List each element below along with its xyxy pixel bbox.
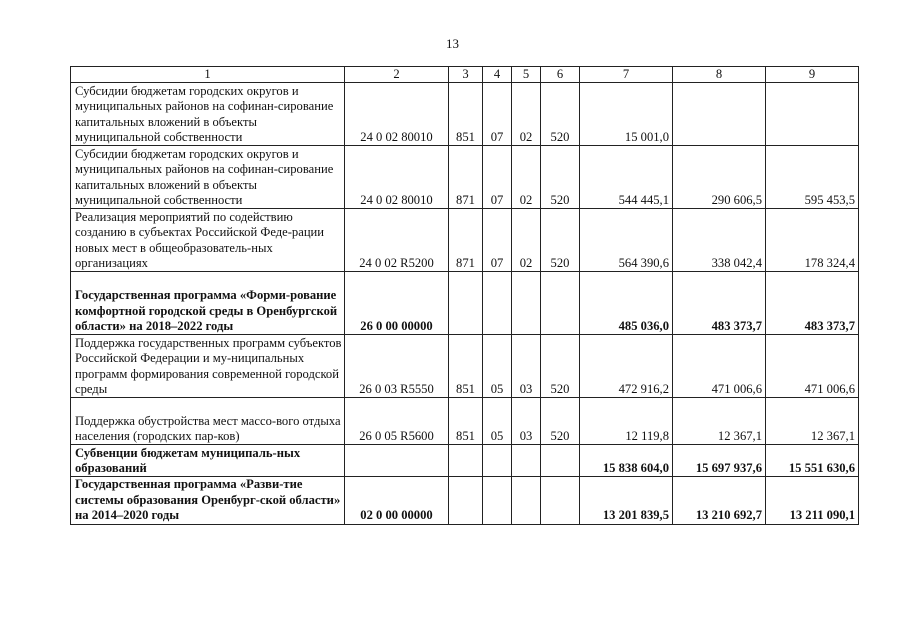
amount-col-7: 12 119,8 (580, 398, 673, 445)
department-code (449, 272, 483, 335)
table-row (71, 272, 859, 335)
table-row (71, 209, 859, 272)
amount-col-8: 483 373,7 (673, 272, 766, 335)
amount-col-7: 485 036,0 (580, 272, 673, 335)
row-name: Государственная программа «Разви-тие системы образования Оренбург-ской области» на 2014–2020 годы (71, 477, 345, 524)
table-header-row (71, 67, 859, 83)
target-article-code: 26 0 00 00000 (345, 272, 449, 335)
target-article-code (345, 445, 449, 477)
expense-type-code: 520 (541, 335, 580, 398)
section-code: 07 (483, 209, 512, 272)
amount-col-9: 471 006,6 (766, 335, 859, 398)
subsection-code: 02 (512, 83, 541, 146)
amount-col-9: 12 367,1 (766, 398, 859, 445)
subsection-code (512, 272, 541, 335)
department-code (449, 477, 483, 524)
column-header: 9 (766, 67, 859, 83)
table-row (71, 146, 859, 209)
subsection-code (512, 477, 541, 524)
amount-col-9: 178 324,4 (766, 209, 859, 272)
table-row (71, 445, 859, 477)
amount-col-7: 15 838 604,0 (580, 445, 673, 477)
department-code: 871 (449, 209, 483, 272)
department-code: 871 (449, 146, 483, 209)
amount-col-8: 471 006,6 (673, 335, 766, 398)
row-name: Поддержка обустройства мест массо-вого отдыха населения (городских пар-ков) (71, 398, 345, 445)
expense-type-code (541, 477, 580, 524)
row-name: Реализация мероприятий по содействию созданию в субъектах Российской Феде-рации новых мест в общеобразователь-ных организациях (71, 209, 345, 272)
section-code: 07 (483, 83, 512, 146)
department-code (449, 445, 483, 477)
column-header: 6 (541, 67, 580, 83)
target-article-code: 24 0 02 R5200 (345, 209, 449, 272)
row-name: Субвенции бюджетам муниципаль-ных образований (71, 445, 345, 477)
expense-type-code (541, 445, 580, 477)
column-header: 3 (449, 67, 483, 83)
amount-col-7: 13 201 839,5 (580, 477, 673, 524)
amount-col-7: 564 390,6 (580, 209, 673, 272)
expense-type-code (541, 272, 580, 335)
target-article-code: 02 0 00 00000 (345, 477, 449, 524)
row-name: Поддержка государственных программ субъектов Российской Федерации и му-ниципальных программ формирования современной городской среды (71, 335, 345, 398)
subsection-code: 02 (512, 146, 541, 209)
expense-type-code: 520 (541, 398, 580, 445)
target-article-code: 26 0 05 R5600 (345, 398, 449, 445)
amount-col-8: 290 606,5 (673, 146, 766, 209)
amount-col-8: 12 367,1 (673, 398, 766, 445)
section-code (483, 445, 512, 477)
column-header: 2 (345, 67, 449, 83)
amount-col-8: 15 697 937,6 (673, 445, 766, 477)
department-code: 851 (449, 83, 483, 146)
amount-col-8: 13 210 692,7 (673, 477, 766, 524)
section-code: 05 (483, 398, 512, 445)
department-code: 851 (449, 398, 483, 445)
target-article-code: 24 0 02 80010 (345, 83, 449, 146)
table-row (71, 398, 859, 445)
table-row (71, 83, 859, 146)
section-code: 05 (483, 335, 512, 398)
target-article-code: 26 0 03 R5550 (345, 335, 449, 398)
subsection-code (512, 445, 541, 477)
amount-col-9: 483 373,7 (766, 272, 859, 335)
page-number: 13 (446, 36, 459, 51)
expense-type-code: 520 (541, 146, 580, 209)
subsection-code: 02 (512, 209, 541, 272)
table-row (71, 477, 859, 524)
section-code: 07 (483, 146, 512, 209)
amount-col-7: 472 916,2 (580, 335, 673, 398)
column-header: 5 (512, 67, 541, 83)
amount-col-8 (673, 83, 766, 146)
amount-col-7: 15 001,0 (580, 83, 673, 146)
expense-type-code: 520 (541, 83, 580, 146)
column-header: 4 (483, 67, 512, 83)
column-header: 7 (580, 67, 673, 83)
table-row (71, 335, 859, 398)
amount-col-7: 544 445,1 (580, 146, 673, 209)
amount-col-9: 595 453,5 (766, 146, 859, 209)
amount-col-9: 15 551 630,6 (766, 445, 859, 477)
department-code: 851 (449, 335, 483, 398)
expense-type-code: 520 (541, 209, 580, 272)
subsection-code: 03 (512, 335, 541, 398)
target-article-code: 24 0 02 80010 (345, 146, 449, 209)
amount-col-9 (766, 83, 859, 146)
section-code (483, 272, 512, 335)
row-name: Субсидии бюджетам городских округов и муниципальных районов на софинан-сирование капитальных вложений в объекты муниципальной собственности (71, 146, 345, 209)
subsection-code: 03 (512, 398, 541, 445)
amount-col-8: 338 042,4 (673, 209, 766, 272)
column-header: 1 (71, 67, 345, 83)
budget-table (70, 66, 859, 525)
column-header: 8 (673, 67, 766, 83)
amount-col-9: 13 211 090,1 (766, 477, 859, 524)
section-code (483, 477, 512, 524)
row-name: Субсидии бюджетам городских округов и муниципальных районов на софинан-сирование капитальных вложений в объекты муниципальной собственности (71, 83, 345, 146)
row-name: Государственная программа «Форми-рование комфортной городской среды в Оренбургской области» на 2018–2022 годы (71, 272, 345, 335)
